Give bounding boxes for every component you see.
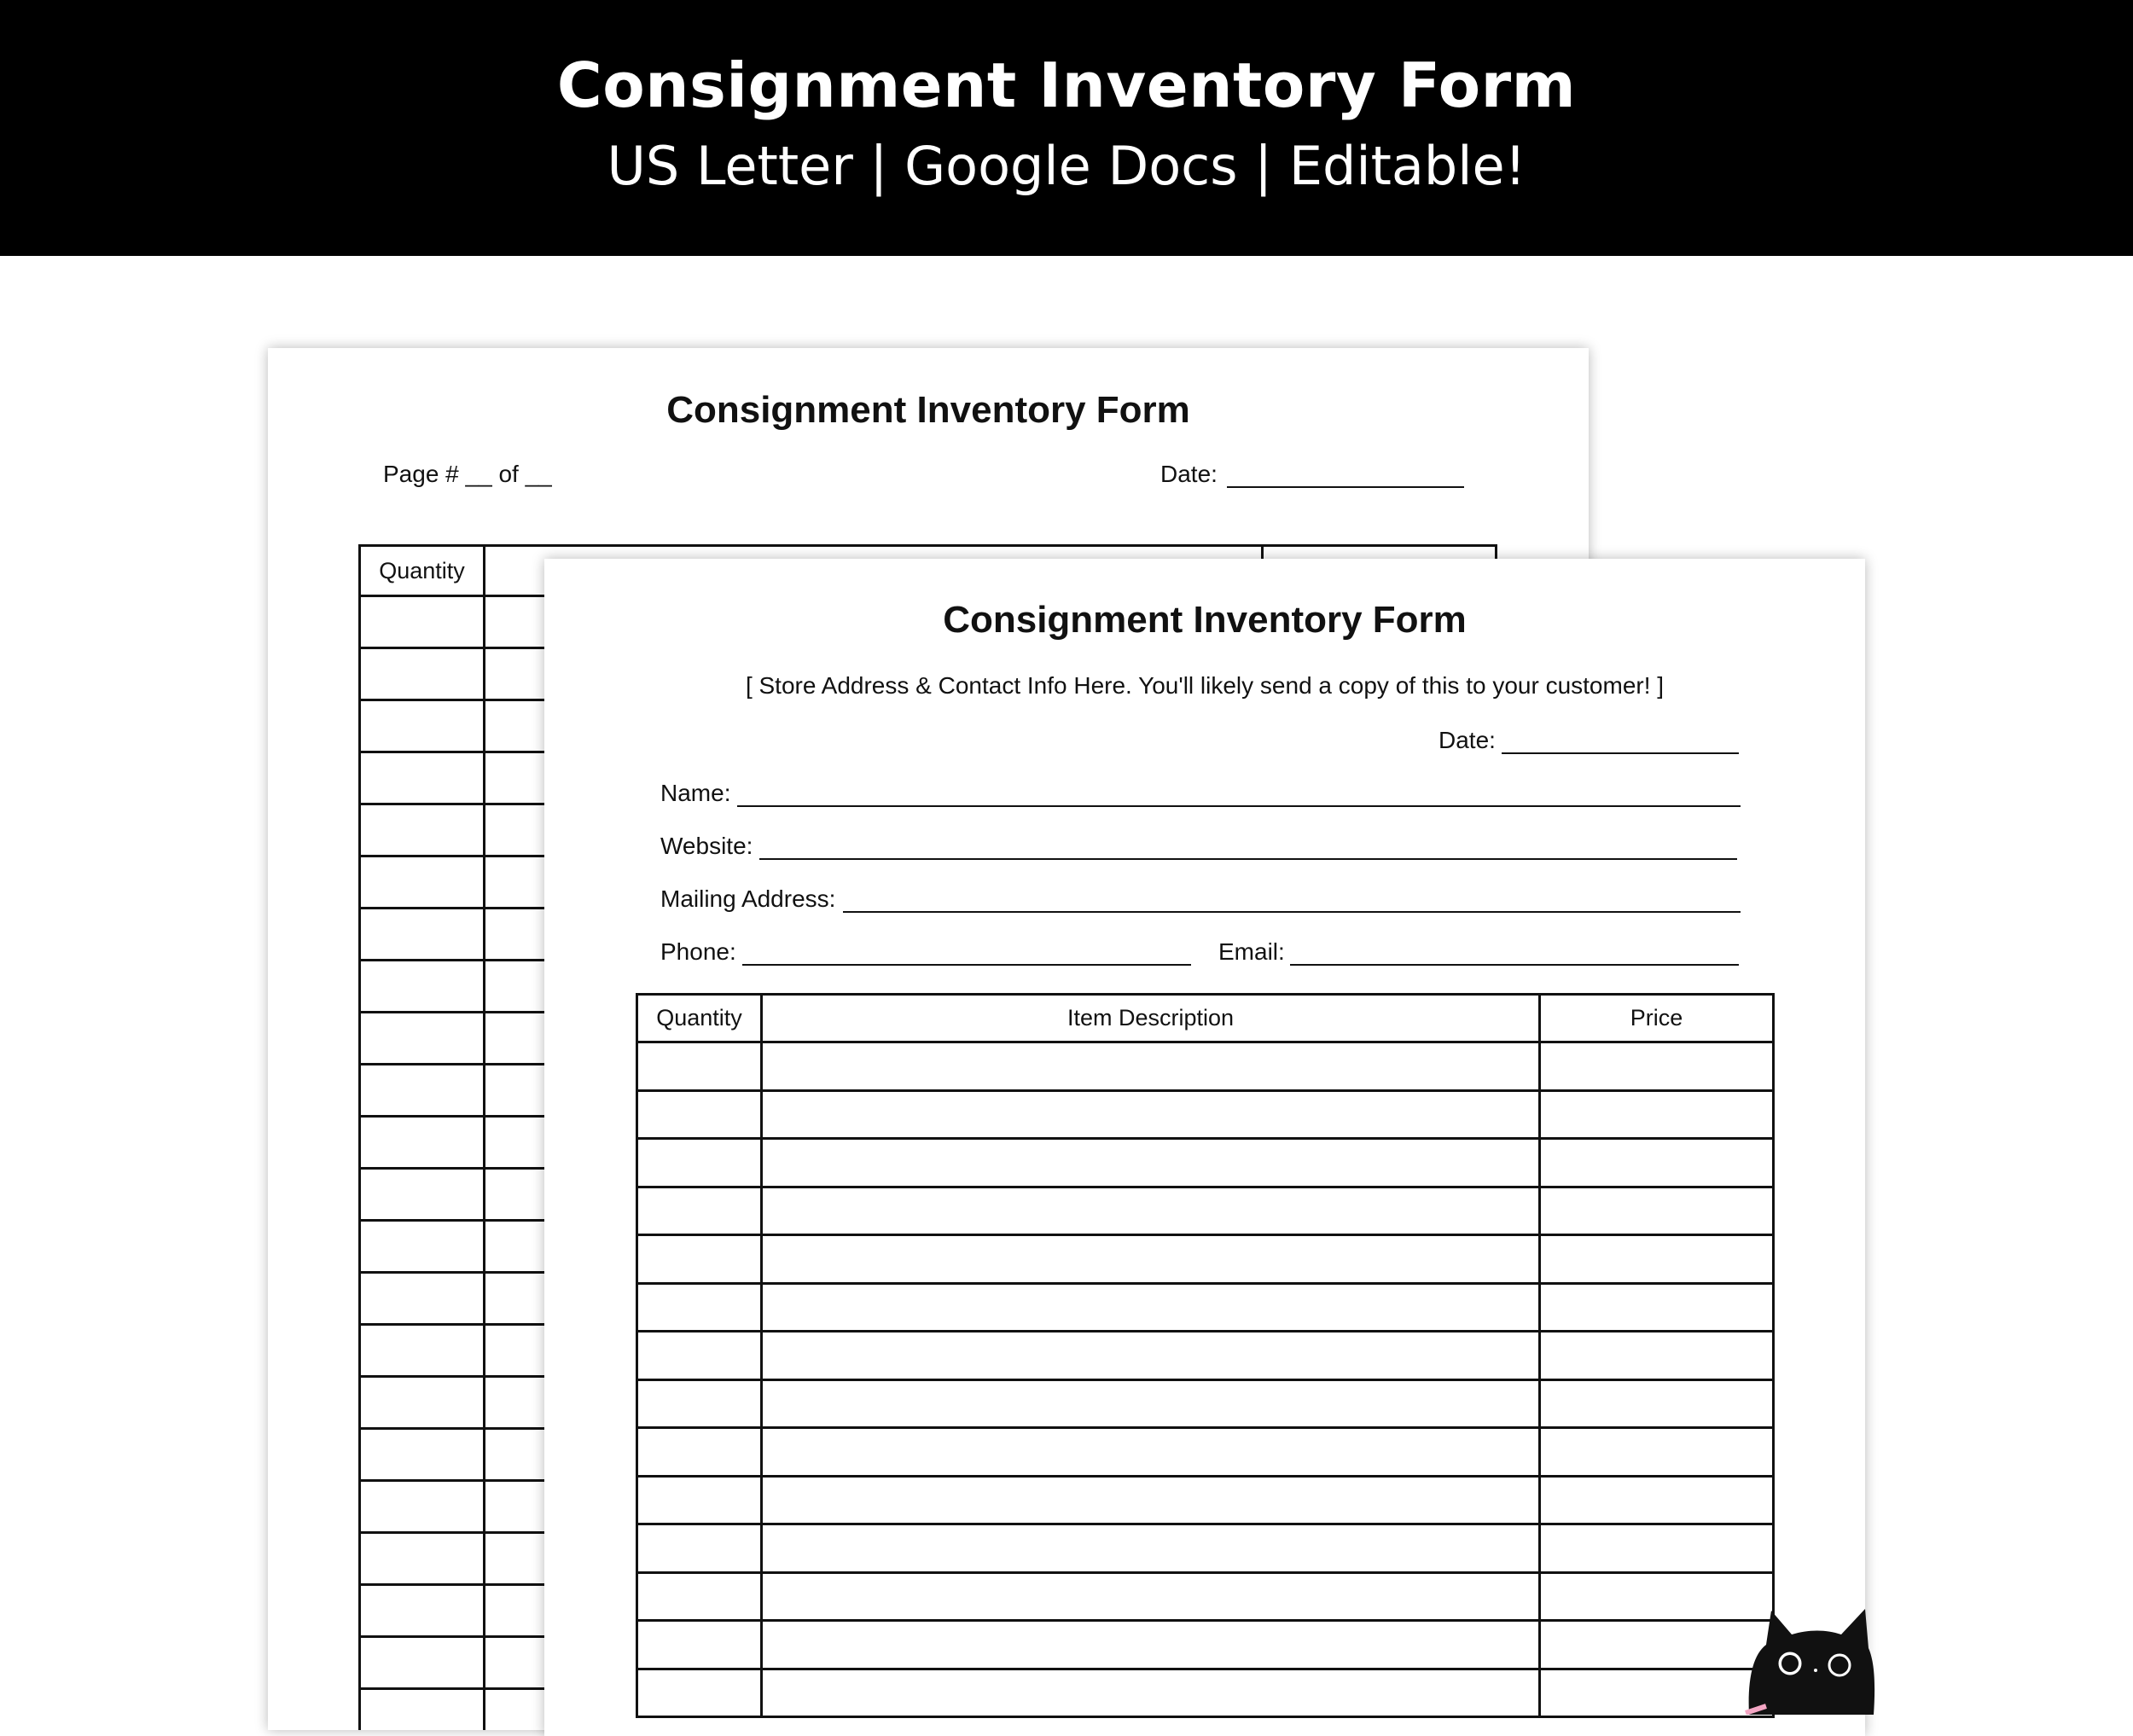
- front-table-row: [637, 1090, 1774, 1139]
- back-quantity-cell[interactable]: [360, 804, 485, 856]
- front-price-cell[interactable]: [1540, 1428, 1774, 1477]
- back-page-title: Consignment Inventory Form: [666, 389, 1190, 431]
- back-quantity-header: Quantity: [360, 546, 485, 596]
- front-description-cell[interactable]: [762, 1621, 1540, 1669]
- front-description-cell[interactable]: [762, 1669, 1540, 1717]
- banner-subtitle: US Letter | Google Docs | Editable!: [607, 135, 1526, 197]
- front-table-row: [637, 1235, 1774, 1284]
- front-quantity-cell[interactable]: [637, 1524, 762, 1573]
- header-banner: [0, 0, 2133, 256]
- front-description-cell[interactable]: [762, 1042, 1540, 1091]
- item-description-header: Item Description: [762, 995, 1540, 1042]
- front-price-cell[interactable]: [1540, 1235, 1774, 1284]
- front-description-cell[interactable]: [762, 1428, 1540, 1477]
- front-table-row: [637, 1476, 1774, 1524]
- front-inventory-table: [636, 993, 1775, 1718]
- back-quantity-cell[interactable]: [360, 1689, 485, 1731]
- website-field[interactable]: [759, 858, 1737, 860]
- front-price-cell[interactable]: [1540, 1572, 1774, 1621]
- price-header: Price: [1540, 995, 1774, 1042]
- back-quantity-cell[interactable]: [360, 909, 485, 961]
- front-price-cell[interactable]: [1540, 1332, 1774, 1380]
- front-description-cell[interactable]: [762, 1524, 1540, 1573]
- front-quantity-cell[interactable]: [637, 1283, 762, 1332]
- front-description-cell[interactable]: [762, 1235, 1540, 1284]
- front-quantity-cell[interactable]: [637, 1379, 762, 1428]
- front-price-cell[interactable]: [1540, 1476, 1774, 1524]
- front-price-cell[interactable]: [1540, 1524, 1774, 1573]
- front-date-label: Date:: [1438, 727, 1496, 753]
- front-table-row: [637, 1042, 1774, 1091]
- front-price-cell[interactable]: [1540, 1621, 1774, 1669]
- website-label: Website:: [660, 833, 753, 859]
- front-price-cell[interactable]: [1540, 1187, 1774, 1235]
- front-description-cell[interactable]: [762, 1187, 1540, 1235]
- front-quantity-cell[interactable]: [637, 1476, 762, 1524]
- front-table-row: [637, 1621, 1774, 1669]
- front-quantity-cell[interactable]: [637, 1235, 762, 1284]
- front-table-row: [637, 1379, 1774, 1428]
- back-quantity-cell[interactable]: [360, 1221, 485, 1273]
- back-quantity-cell[interactable]: [360, 1377, 485, 1429]
- front-quantity-cell[interactable]: [637, 1332, 762, 1380]
- back-quantity-cell[interactable]: [360, 1429, 485, 1481]
- front-table-row: [637, 1332, 1774, 1380]
- email-label: Email:: [1218, 938, 1285, 965]
- front-quantity-cell[interactable]: [637, 1428, 762, 1477]
- front-description-cell[interactable]: [762, 1379, 1540, 1428]
- front-quantity-cell[interactable]: [637, 1090, 762, 1139]
- name-label: Name:: [660, 780, 731, 806]
- front-description-cell[interactable]: [762, 1090, 1540, 1139]
- back-quantity-cell[interactable]: [360, 1117, 485, 1169]
- back-quantity-cell[interactable]: [360, 856, 485, 909]
- front-page-title: Consignment Inventory Form: [943, 599, 1467, 641]
- back-quantity-cell[interactable]: [360, 1169, 485, 1221]
- front-description-cell[interactable]: [762, 1283, 1540, 1332]
- back-quantity-cell[interactable]: [360, 1325, 485, 1377]
- back-quantity-cell[interactable]: [360, 1065, 485, 1117]
- front-price-cell[interactable]: [1540, 1090, 1774, 1139]
- front-description-cell[interactable]: [762, 1476, 1540, 1524]
- front-price-cell[interactable]: [1540, 1379, 1774, 1428]
- front-table-body: [637, 995, 1774, 1717]
- front-quantity-cell[interactable]: [637, 1187, 762, 1235]
- back-date-label: Date:: [1160, 461, 1218, 487]
- front-quantity-cell[interactable]: [637, 1572, 762, 1621]
- front-form-page: [544, 559, 1865, 1736]
- front-table-row: [637, 1572, 1774, 1621]
- front-table-row: [637, 1524, 1774, 1573]
- front-price-cell[interactable]: [1540, 1139, 1774, 1187]
- front-quantity-cell[interactable]: [637, 1669, 762, 1717]
- email-field[interactable]: [1290, 964, 1739, 966]
- back-quantity-cell[interactable]: [360, 648, 485, 700]
- back-quantity-cell[interactable]: [360, 961, 485, 1013]
- front-price-cell[interactable]: [1540, 1669, 1774, 1717]
- mailing-address-label: Mailing Address:: [660, 885, 836, 912]
- quantity-header: Quantity: [637, 995, 762, 1042]
- page-number-label: Page # __ of __: [383, 461, 552, 487]
- mailing-address-field[interactable]: [843, 911, 1741, 913]
- phone-field[interactable]: [742, 964, 1191, 966]
- back-quantity-cell[interactable]: [360, 1585, 485, 1637]
- front-price-cell[interactable]: [1540, 1042, 1774, 1091]
- front-quantity-cell[interactable]: [637, 1621, 762, 1669]
- front-table-row: [637, 1669, 1774, 1717]
- front-description-cell[interactable]: [762, 1572, 1540, 1621]
- store-address-note: [ Store Address & Contact Info Here. You'll likely send a copy of this to your customer! ]: [745, 672, 1665, 699]
- front-price-cell[interactable]: [1540, 1283, 1774, 1332]
- name-field[interactable]: [737, 805, 1741, 807]
- front-date-field[interactable]: [1502, 752, 1739, 754]
- front-table-header-row: [637, 995, 1774, 1042]
- back-quantity-cell[interactable]: [360, 596, 485, 648]
- front-quantity-cell[interactable]: [637, 1139, 762, 1187]
- back-quantity-cell[interactable]: [360, 1637, 485, 1689]
- back-quantity-cell[interactable]: [360, 700, 485, 752]
- front-description-cell[interactable]: [762, 1139, 1540, 1187]
- front-table-row: [637, 1139, 1774, 1187]
- front-table-row: [637, 1187, 1774, 1235]
- back-quantity-cell[interactable]: [360, 1533, 485, 1585]
- back-quantity-cell[interactable]: [360, 1013, 485, 1065]
- back-quantity-cell[interactable]: [360, 1273, 485, 1325]
- front-quantity-cell[interactable]: [637, 1042, 762, 1091]
- front-description-cell[interactable]: [762, 1332, 1540, 1380]
- phone-label: Phone:: [660, 938, 736, 965]
- banner-title: Consignment Inventory Form: [556, 49, 1577, 121]
- front-table-row: [637, 1283, 1774, 1332]
- front-table-row: [637, 1428, 1774, 1477]
- back-quantity-cell[interactable]: [360, 752, 485, 804]
- black-cat-icon: [1741, 1604, 1877, 1715]
- back-quantity-cell[interactable]: [360, 1481, 485, 1533]
- back-date-field[interactable]: [1227, 486, 1464, 488]
